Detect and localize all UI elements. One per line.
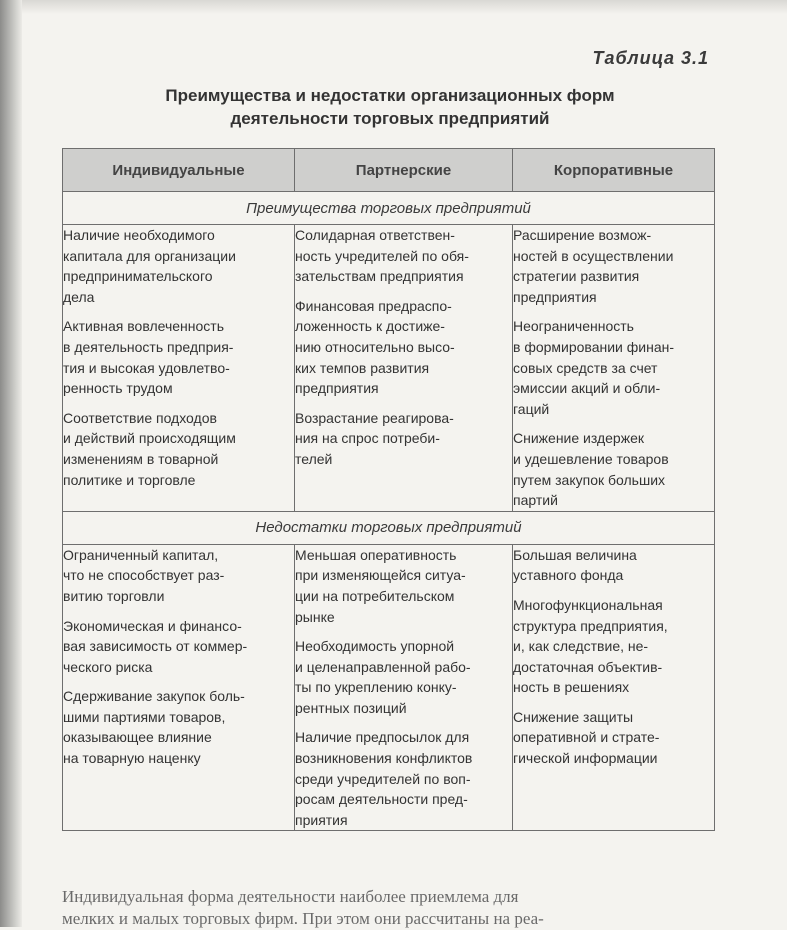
disadvantage-item: Меньшая оперативность при изменяющейся ситуа- ции на потребительском рынке: [295, 546, 466, 625]
advantages-partnership-cell: [295, 225, 513, 512]
disadvantage-item: Большая величина уставного фонда: [513, 546, 637, 584]
advantage-item: Расширение возмож- ностей в осуществлении стратегии развития предприятия: [513, 227, 674, 305]
disadvantages-corporate-cell: [513, 544, 715, 831]
body-paragraph: Индивидуальная форма деятельности наиболее приемлема для мелких и малых торговых фирм. При этом они рассчитаны на реа-: [62, 887, 544, 928]
advantage-item: Наличие необходимого капитала для организации предпринимательского дела: [63, 227, 236, 305]
page-top-shadow: [0, 0, 787, 14]
advantages-content-row: [63, 225, 715, 512]
advantages-individual-cell: [63, 225, 295, 512]
advantage-item: Финансовая предраспо- ложенность к достиже- нию относительно высо- ких темпов развития предприятия: [295, 297, 455, 397]
advantage-item: Снижение издержек и удешевление товаров путем закупок больших партий: [513, 430, 669, 509]
disadvantage-item: Снижение защиты оперативной и страте- гической информации: [513, 708, 660, 767]
disadvantage-item: Ограниченный капитал, что не способствует раз- витию торговли: [63, 546, 225, 604]
disadvantage-item: Необходимость упорной и целенаправленной рабо- ты по укреплению конку- рентных позиций: [295, 638, 471, 716]
advantages-corporate-cell: [513, 225, 715, 512]
disadvantages-partnership-cell: [295, 544, 513, 831]
disadvantages-individual-cell: [63, 544, 295, 831]
advantage-item: Соответствие подходов и действий происходящим изменениям в товарной политике и торговле: [63, 409, 236, 488]
advantage-item: Возрастание реагирова- ния на спрос потреби- телей: [295, 409, 454, 467]
advantage-item: Солидарная ответствен- ность учредителей по обя- зательствам предприятия: [295, 227, 469, 285]
section-label-advantages: Преимущества торговых предприятий: [63, 192, 715, 225]
header-corporate: Корпоративные: [513, 149, 715, 192]
section-row-disadvantages: [63, 511, 715, 544]
advantage-item: Неограниченность в формировании финан- совых средств за счет эмиссии акций и обли- гаций: [513, 318, 675, 417]
table-number: Таблица 3.1: [592, 48, 709, 68]
comparison-table: [62, 148, 715, 831]
disadvantages-content-row: [63, 544, 715, 831]
header-partnership: Партнерские: [295, 149, 513, 192]
page-binding-shadow: [0, 0, 22, 927]
disadvantage-item: Экономическая и финансо- вая зависимость от коммер- ческого риска: [63, 617, 248, 675]
header-individual: Индивидуальные: [63, 149, 295, 192]
table-title: Преимущества и недостатки организационных форм деятельности торговых предприятий: [165, 86, 615, 128]
section-row-advantages: [63, 192, 715, 225]
disadvantage-item: Многофункциональная структура предприятия, и, как следствие, не- достаточная объектив- ность в решениях: [513, 596, 668, 696]
header-row: [63, 149, 715, 192]
disadvantage-item: Сдерживание закупок боль- шими партиями товаров, оказывающее влияние на товарную наценку: [63, 688, 245, 767]
disadvantage-item: Наличие предпосылок для возникновения конфликтов среди учредителей по воп- росам деятельности пред- приятия: [295, 729, 473, 828]
section-label-disadvantages: Недостатки торговых предприятий: [63, 511, 715, 544]
advantage-item: Активная вовлеченность в деятельность предприя- тия и высокая удовлетво- ренность трудом: [63, 318, 234, 397]
